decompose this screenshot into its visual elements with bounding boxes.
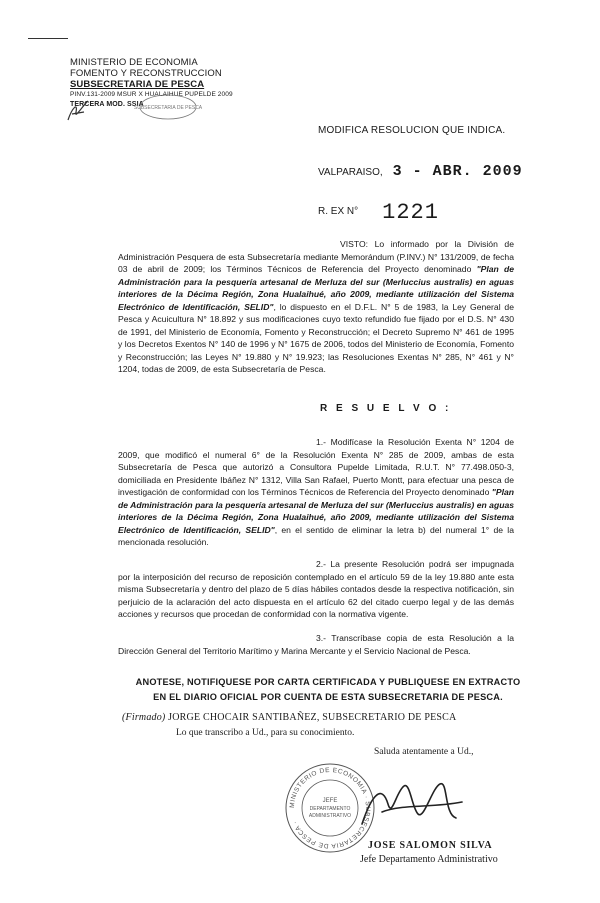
anotese-block [110,675,546,705]
saluda-line: Saluda atentamente a Ud., [374,747,474,757]
resolution-item-2 [118,558,514,621]
resuelvo-heading: R E S U E L V O : [320,403,452,414]
stamp-center-3: ADMINISTRATIVO [308,813,352,819]
firmado-label: (Firmado) [122,712,166,723]
visto-lead: VISTO: [340,239,369,249]
date-value: 3 - ABR. 2009 [392,163,523,180]
stamp-center-2: DEPARTAMENTO [309,806,351,812]
stamp-ring-text: MINISTERIO DE ECONOMIA · SUBSECRETARIA DE PESCA · [288,766,372,850]
visto-text-a: Lo informado por la División de Administración Pesquera de esta Subsecretaría mediante Memorándum (P.INV.) N° 131/2009, de fecha 03 de abril de 2009; los Términos Técnicos de Referencia del Proyecto denominado [118,239,514,274]
handwritten-signature-icon [352,774,472,840]
visto-project-name: "Plan de Administración para la pesquería artesanal de Merluza del sur (Merluccius australis) en aguas interiores de la Décima Región, Zona Hualaihué, año 2009, mediante utilización del Sistema Electrónico de Identificación, SELID" [118,264,515,312]
top-rule [28,38,68,39]
resolution-item-3 [118,632,514,657]
item-2-lead: 2.- La presente Resolución podrá ser impugnada [316,559,514,569]
document-title: MODIFICA RESOLUCION QUE INDICA. [318,125,506,136]
item-2-text: por la interposición del recurso de reposición contemplado en el artículo 59 de la ley 19.880 ante esta misma Subsecretaría y dentro del plazo de 5 días hábiles contados desde la respectiva notificación, sin perjuicio de la aclaración del acto dispuesta en el artículo 62 del citado cuerpo legal y de las demás acciones y recursos que procedan de conformidad con la normativa vigente. [118,571,514,619]
item-1-text-b: , en el sentido de eliminar la letra b) del numeral 1° de la mencionada resolución. [118,524,514,547]
letterhead-file-ref: PINV.131-2009 MSUR X HUALAIHUE PUPELDE 2009 [70,91,233,98]
rex-label: R. EX N° [318,206,359,217]
subsecretaria-stamp-icon [133,93,203,121]
anotese-line-2: EN EL DIARIO OFICIAL POR CUENTA DE ESTA SUBSECRETARIA DE PESCA. [153,692,503,702]
signer-name: JOSE SALOMON SILVA [368,840,493,851]
anotese-line-1: ANOTESE, NOTIFIQUESE POR CARTA CERTIFICADA Y PUBLIQUESE EN EXTRACTO [135,677,521,687]
date-line [318,163,523,180]
visto-paragraph [118,238,514,376]
initials-scribble-icon [64,98,94,124]
signer-title: Jefe Departamento Administrativo [360,854,498,865]
visto-text-b: , lo dispuesto en el D.F.L. N° 5 de 1983, la Ley General de Pesca y Acuicultura N° 18.892 y sus modificaciones cuyo texto refundido fue fijado por el D.S. N° 430 de 1991, del Ministerio de Economía, Fomento y Reconstrucción; el Decreto Supremo N° 461 de 1995 y los Decretos Exentos N° 140 de 1996 y N° 1675 de 2006, todos del Ministerio de Economía, Fomento y Reconstrucción; las Leyes N° 19.880 y N° 19.923; las Resoluciones Exentas N° 285, N° 461 y N° 1204, todas de 2009, de esta Subsecretaría de Pesca. [118,301,514,374]
letterhead-ministry: MINISTERIO DE ECONOMIA [70,57,198,68]
stamp-center-1: JEFE [322,798,338,804]
resolution-item-1 [118,436,514,549]
letterhead-mod-ref: TERCERA MOD. SSIA [70,101,144,108]
item-1-project-name: "Plan de Administración para la pesquería artesanal de Merluza del sur (Merluccius australis) en aguas interiores de la Décima Región, Zona Hualaihué, año 2009, mediante utilización del Sistema Electrónico de Identificación, SELID" [118,487,514,535]
firmado-text: JORGE CHOCAIR SANTIBAÑEZ, SUBSECRETARIO DE PESCA [165,712,457,723]
stamp-label: SUBSECRETARIA DE PESCA [133,105,203,111]
firmado-line [122,712,456,723]
letterhead-subsecretaria: SUBSECRETARIA DE PESCA [70,79,205,90]
letterhead-fomento: FOMENTO Y RECONSTRUCCION [70,68,222,79]
resolution-number-line [318,196,439,225]
rex-number: 1221 [382,200,439,225]
transcribe-line: Lo que transcribo a Ud., para su conocimiento. [176,728,355,738]
item-3-text: Dirección General del Territorio Marítimo y Marina Mercante y el Servicio Nacional de Pesca. [118,645,471,656]
item-1-lead: 1.- Modifícase la Resolución Exenta N° 1204 de 2009, [118,437,514,460]
date-prefix: VALPARAISO, [318,167,383,178]
item-3-lead: 3.- Transcríbase copia de esta Resolución a la [316,633,514,643]
item-1-text-a: que modificó el numeral 6° de la Resolución Exenta N° 285 de 2009, ambas de esta Subsecretaría de Pesca que autorizó a Consultora Pupelde Limitada, R.U.T. N° 77.498.050-3, domiciliada en Presidente Ibáñez N° 1312, Villa San Rafael, Puerto Montt, para efectuar una pesca de investigación de conformidad con los Términos Técnicos de Referencia del Proyecto denominado [118,449,514,497]
